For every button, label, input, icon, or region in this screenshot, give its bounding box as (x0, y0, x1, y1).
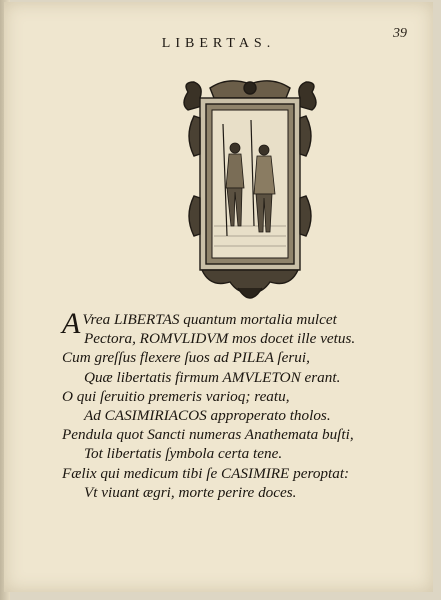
verse-line: Tot libertatis ſymbola certa tene. (84, 445, 283, 463)
verse-line: Cum greſſus flexere ſuos ad PILEA ſerui, (62, 349, 310, 367)
verse-line: Quæ libertatis firmum AMVLETON erant. (84, 368, 341, 386)
verse-text: Vrea LIBERTAS quantum mortalia mulcet (82, 311, 337, 328)
verse-line: Pendula quot Sancti numeras Anathemata buſti, (62, 426, 354, 444)
poem-verse (62, 307, 422, 502)
verse-line: O qui ſeruitio premeris varioq; reatu, (62, 387, 290, 405)
book-page (4, 2, 433, 592)
drop-cap: A (62, 307, 81, 340)
emblem-engraving-icon (180, 76, 320, 308)
verse-line: Fælix qui medicum tibi ſe CASIMIRE peroptat: (62, 464, 350, 482)
running-head: LIBERTAS. (161, 36, 276, 51)
verse-line: Vt viuant ægri, morte perire doces. (84, 483, 297, 501)
verse-line: Ad CASIMIRIACOS approperato tholos. (84, 407, 331, 425)
verse-line: Pectora, ROMVLIDVM mos docet ille vetus. (84, 330, 356, 348)
page-number: 39 (393, 26, 407, 41)
